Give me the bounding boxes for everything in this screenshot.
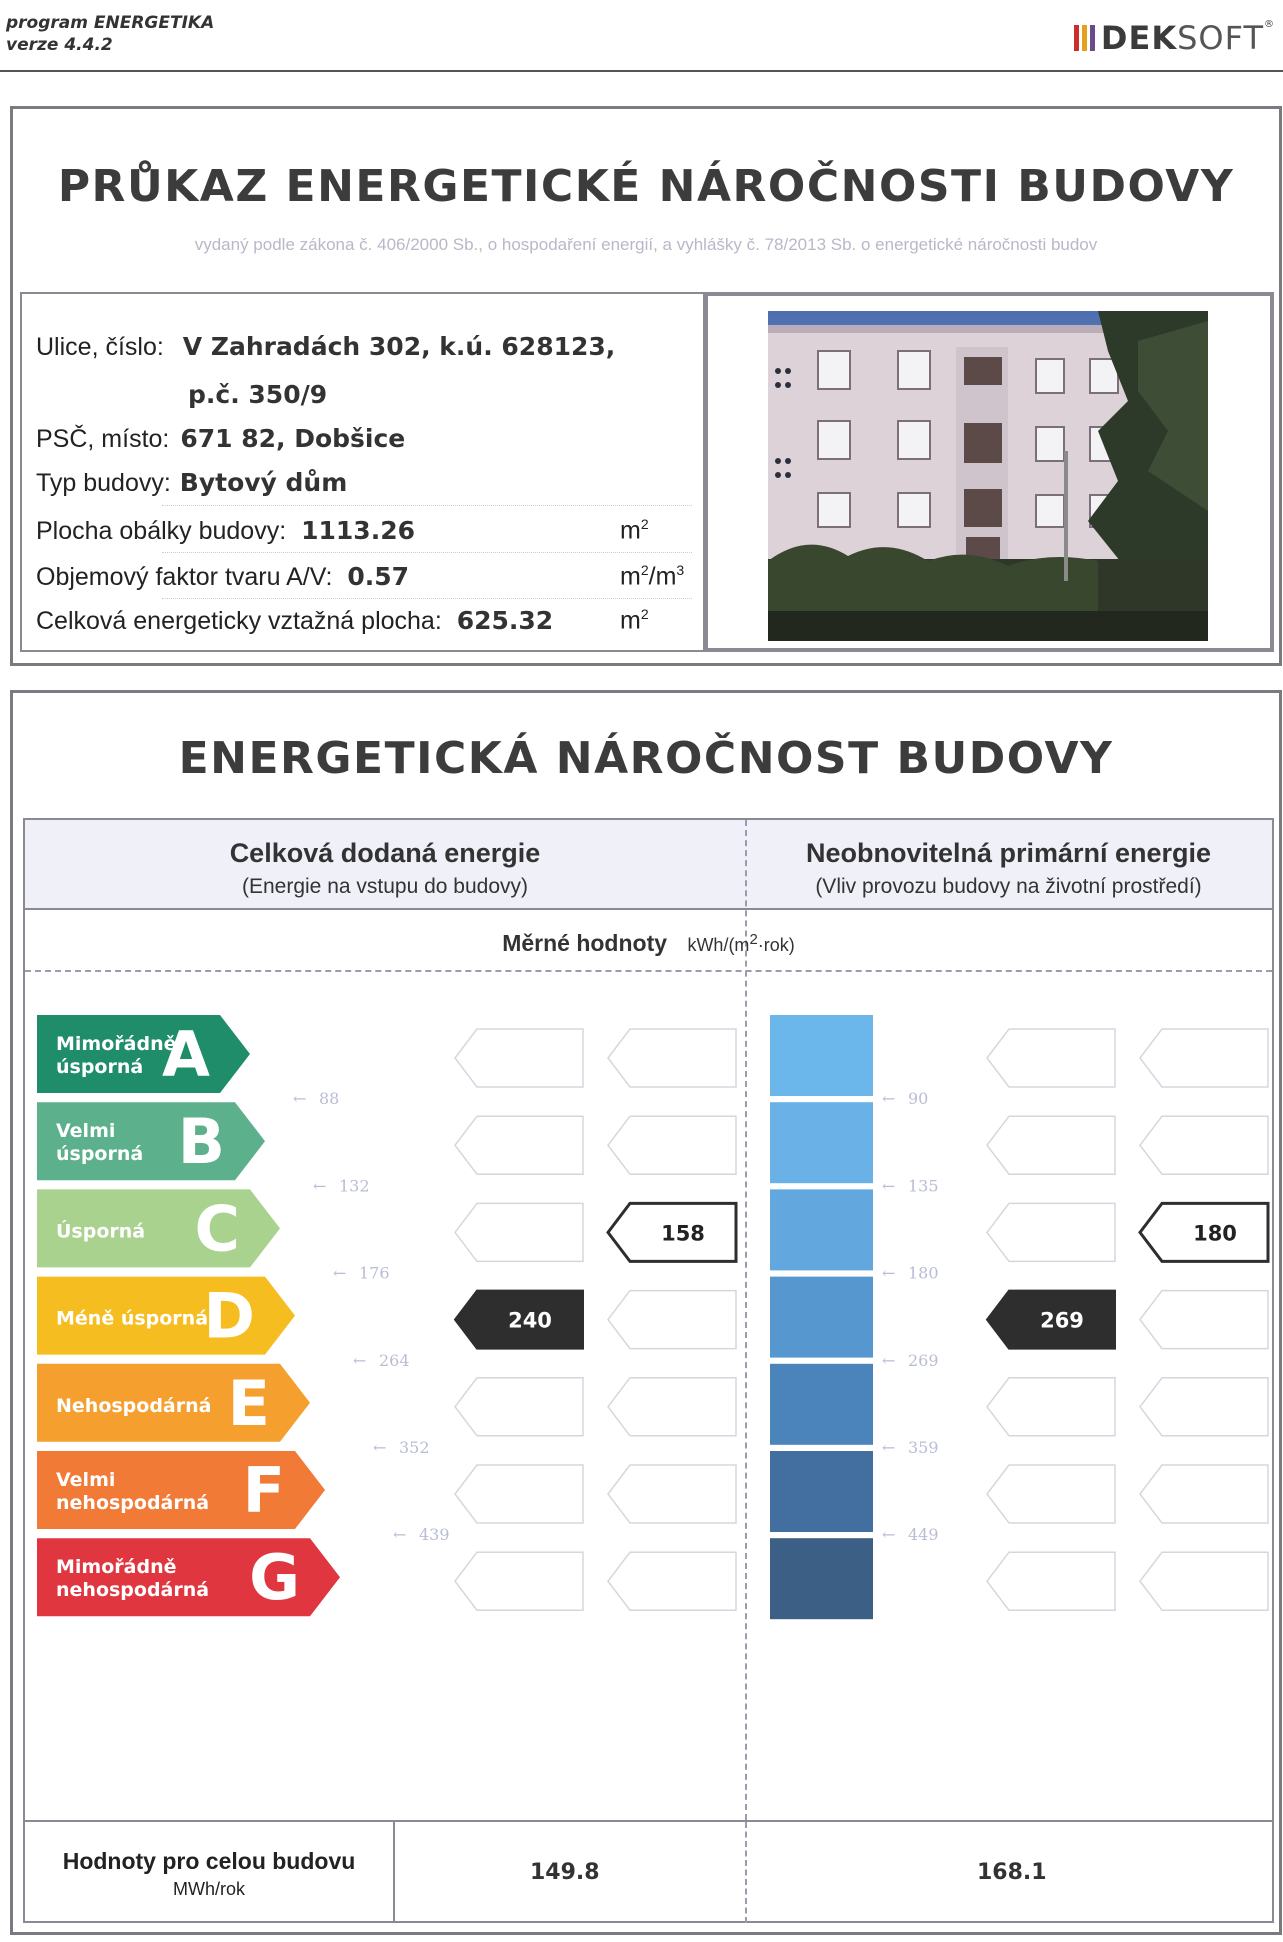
delivered-threshold-arrow: ← [293, 1089, 307, 1109]
primary-scale-segment-d [770, 1277, 873, 1358]
delivered-current-marker-f [455, 1465, 583, 1523]
reference-area-unit: $m^2$ [620, 606, 649, 635]
parcel-value: p.č. 350/9 [188, 380, 328, 409]
delivered-threshold-arrow: ← [353, 1350, 367, 1370]
shape-factor-row [36, 562, 409, 592]
delivered-reference-marker-e [608, 1378, 736, 1436]
delivered-threshold-label: 352 [399, 1438, 430, 1457]
performance-table [23, 818, 1274, 1923]
primary-threshold-arrow: ← [882, 1525, 896, 1545]
primary-current-marker-f [987, 1465, 1115, 1523]
dotted-rule [162, 505, 692, 506]
street-label: Ulice, číslo: [36, 333, 164, 361]
primary-scale-segment-g [770, 1538, 873, 1619]
primary-threshold-arrow: ← [882, 1089, 896, 1109]
class-g-label-line1: Mimořádně [56, 1556, 177, 1579]
primary-current-marker-c [987, 1203, 1115, 1261]
primary-threshold-label: 449 [908, 1525, 939, 1545]
class-c-label: Úsporná [56, 1220, 146, 1243]
primary-reference-marker-c-value: 180 [1193, 1221, 1237, 1246]
whole-building-label: Hodnoty pro celou budovu [62, 1848, 356, 1874]
class-b-label-line1: Velmi [56, 1120, 116, 1143]
delivered-threshold-label: 264 [379, 1350, 410, 1370]
primary-reference-marker-e [1140, 1378, 1268, 1436]
whole-building-delivered-value: 149.8 [530, 1860, 600, 1885]
logo-registered-mark: ® [1264, 19, 1275, 30]
type-label: Typ budovy: [36, 469, 171, 497]
class-b-label-line2: úsporná [56, 1143, 144, 1166]
delivered-threshold-label: 176 [359, 1263, 390, 1283]
primary-reference-marker-b [1140, 1116, 1268, 1174]
primary-current-marker-e [987, 1378, 1115, 1436]
logo-bold-text: DEK [1100, 19, 1178, 57]
delivered-energy-subheading: (Energie na vstupu do budovy) [241, 875, 528, 898]
primary-current-marker-a [987, 1029, 1115, 1087]
delivered-reference-marker-f [608, 1465, 736, 1523]
primary-reference-marker-g [1140, 1552, 1268, 1610]
delivered-threshold-label: 132 [339, 1176, 370, 1196]
class-f-letter: F [242, 1454, 285, 1527]
class-f-label-line1: Velmi [56, 1469, 116, 1491]
logo-light-text: SOFT [1177, 19, 1264, 57]
primary-scale-segment-c [770, 1189, 873, 1270]
class-e-label: Nehospodárná [56, 1394, 212, 1417]
column-divider [745, 1822, 747, 1923]
whole-building-row [25, 1820, 1272, 1923]
delivered-current-marker-d-value: 240 [508, 1308, 552, 1333]
delivered-threshold-label: 88 [319, 1089, 340, 1109]
specific-values-label: Měrné hodnoty [502, 930, 668, 956]
class-c-letter: C [194, 1192, 240, 1266]
type-value: Bytový dům [179, 468, 348, 497]
building-photo-illustration [768, 311, 1208, 641]
delivered-threshold-arrow: ← [333, 1263, 347, 1283]
primary-threshold-label: 269 [908, 1350, 939, 1370]
certificate-title: PRŮKAZ ENERGETICKÉ NÁROČNOSTI BUDOVY [57, 161, 1235, 212]
performance-box [10, 690, 1282, 1935]
delivered-current-marker-c [455, 1203, 583, 1261]
primary-reference-marker-f [1140, 1465, 1268, 1523]
primary-threshold-arrow: ← [882, 1350, 896, 1370]
delivered-current-marker-g [455, 1552, 583, 1610]
envelope-value: 1113.26 [301, 516, 415, 545]
city-label: PSČ, místo: [36, 425, 170, 453]
certificate-subtitle: vydaný podle zákona č. 406/2000 Sb., o hospodaření energií, a vyhlášky č. 78/2013 Sb. o energetické náročnosti budov [194, 235, 1098, 254]
performance-title: ENERGETICKÁ NÁROČNOST BUDOVY [178, 733, 1114, 784]
class-b-letter: B [177, 1105, 225, 1179]
delivered-reference-marker-b [608, 1116, 736, 1174]
delivered-energy-heading: Celková dodaná energie [229, 838, 541, 868]
delivered-threshold-arrow: ← [313, 1176, 327, 1196]
primary-scale-segment-a [770, 1015, 873, 1096]
class-a-label-line1: Mimořádně [56, 1033, 177, 1055]
primary-energy-header [745, 820, 1272, 910]
program-version: verze 4.4.2 [6, 35, 113, 55]
delivered-reference-marker-g [608, 1552, 736, 1610]
delivered-reference-marker-a [608, 1029, 736, 1087]
shape-factor-unit: $m^2/m^3$ [620, 562, 685, 591]
delivered-current-marker-a [455, 1029, 583, 1087]
reference-area-label: Celková energeticky vztažná plocha: [36, 607, 442, 635]
street-value: V Zahradách 302, k.ú. 628123, [182, 332, 616, 361]
delivered-threshold-label: 439 [419, 1525, 450, 1545]
primary-threshold-arrow: ← [882, 1438, 896, 1457]
class-f-label-line2: nehospodárná [56, 1492, 210, 1514]
delivered-threshold-arrow: ← [393, 1525, 407, 1545]
primary-threshold-label: 359 [908, 1438, 939, 1457]
building-photo-frame [704, 292, 1274, 652]
shape-factor-label: Objemový faktor tvaru A/V: [36, 563, 333, 591]
class-d-letter: D [203, 1279, 255, 1353]
building-photo [768, 311, 1208, 641]
delivered-reference-marker-d [608, 1291, 736, 1349]
class-e-letter: E [227, 1366, 270, 1440]
dotted-rule [162, 598, 692, 599]
street-row [36, 332, 615, 362]
shape-factor-value: 0.57 [347, 562, 410, 591]
primary-energy-subheading: (Vliv provozu budovy na životní prostředí) [815, 875, 1202, 898]
primary-current-marker-g [987, 1552, 1115, 1610]
primary-threshold-arrow: ← [882, 1176, 896, 1196]
whole-building-primary-value: 168.1 [977, 1860, 1047, 1885]
primary-energy-heading: Neobnovitelná primární energie [805, 838, 1212, 868]
primary-current-marker-b [987, 1116, 1115, 1174]
deksoft-logo [1074, 18, 1275, 58]
header-divider [0, 70, 1283, 72]
delivered-current-marker-b [455, 1116, 583, 1174]
city-value: 671 82, Dobšice [180, 424, 406, 453]
program-info [6, 12, 214, 56]
city-row [36, 424, 405, 454]
envelope-row [36, 516, 415, 546]
class-a-letter: A [162, 1018, 210, 1091]
logo-bars-icon [1074, 25, 1095, 51]
delivered-current-marker-e [455, 1378, 583, 1436]
primary-threshold-arrow: ← [882, 1263, 896, 1283]
reference-area-value: 625.32 [456, 606, 554, 635]
envelope-unit: $m^2$ [620, 516, 649, 545]
energy-class-scale [25, 970, 1276, 1820]
street-row-2 [188, 380, 327, 410]
delivered-reference-marker-c-value: 158 [661, 1221, 705, 1246]
specific-values-unit: kWh/$(m^2\cdot rok)$ [687, 931, 795, 955]
specific-values-row [25, 930, 1272, 957]
primary-scale-segment-e [770, 1364, 873, 1445]
whole-building-label-cell [25, 1822, 395, 1923]
type-row [36, 468, 347, 498]
primary-threshold-label: 135 [908, 1176, 939, 1196]
primary-scale-segment-f [770, 1451, 873, 1532]
whole-building-unit: MWh/rok [173, 1879, 245, 1899]
class-a-label-line2: úsporná [56, 1056, 144, 1078]
envelope-label: Plocha obálky budovy: [36, 517, 287, 545]
reference-area-row [36, 606, 553, 636]
primary-reference-marker-a [1140, 1029, 1268, 1087]
dotted-rule [162, 552, 692, 553]
program-name: program ENERGETIKA [6, 13, 215, 33]
primary-threshold-label: 180 [908, 1263, 939, 1283]
primary-scale-segment-b [770, 1102, 873, 1183]
class-g-letter: G [249, 1541, 300, 1615]
class-d-label: Méně úsporná [56, 1307, 209, 1330]
certificate-box [10, 106, 1282, 666]
building-info-panel [20, 292, 705, 652]
primary-current-marker-d-value: 269 [1040, 1308, 1084, 1333]
delivered-energy-header [25, 820, 745, 910]
primary-threshold-label: 90 [908, 1089, 929, 1109]
delivered-threshold-arrow: ← [373, 1438, 387, 1457]
primary-reference-marker-d [1140, 1291, 1268, 1349]
class-g-label-line2: nehospodárná [56, 1579, 210, 1602]
